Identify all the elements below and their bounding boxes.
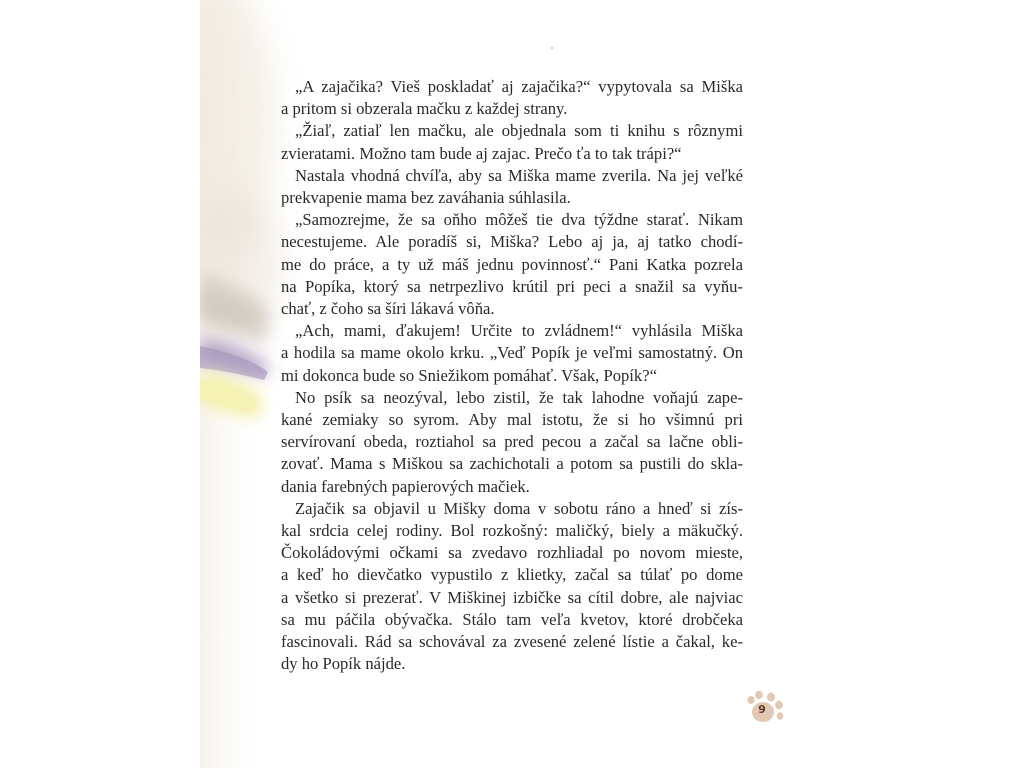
text-line: dy ho Popík nájde. xyxy=(281,654,406,674)
text-line: a pritom si obzerala mačku z každej strany. xyxy=(281,99,568,119)
page-number: 9 xyxy=(758,703,766,716)
text-line: kané zemiaky so syrom. Aby mal istotu, že si ho všimnú pri xyxy=(281,410,743,430)
book-page xyxy=(200,0,824,768)
text-line: a hodila sa mame okolo krku. „Veď Popík je veľmi samostatný. On xyxy=(281,343,743,363)
text-line: a keď ho dievčatko vypustilo z klietky, začal sa túlať po dome xyxy=(281,565,743,585)
text-line: chať, z čoho sa šíri lákavá vôňa. xyxy=(281,299,495,319)
text-line: na Popíka, ktorý sa netrpezlivo krútil pri peci a snažil sa vyňu- xyxy=(281,276,743,296)
text-line: „Žiaľ, zatiaľ len mačku, ale objednala som ti knihu s rôznymi xyxy=(295,121,743,141)
text-line: Čokoládovými očkami sa zvedavo rozhliadal po novom mieste, xyxy=(281,543,743,563)
text-line: necestujeme. Ale poradíš si, Miška? Lebo aj ja, aj tatko chodí- xyxy=(281,232,743,252)
text-line: me do práce, a ty už máš jednu povinnosť.“ Pani Katka pozrela xyxy=(281,254,743,274)
text-line: servírovaní obeda, roztiahol sa pred pecou a začal sa lačne obli- xyxy=(281,432,743,452)
paragraph-list xyxy=(281,76,743,675)
text-line: mi dokonca bude so Sniežikom pomáhať. Však, Popík?“ xyxy=(281,365,657,385)
text-line: a všetko si prezerať. V Miškinej izbičke sa cítil dobre, ale najviac xyxy=(281,587,743,607)
paw-toe xyxy=(775,701,783,709)
text-line: dania farebných papierových mačiek. xyxy=(281,476,530,496)
text-line: zovať. Mama s Miškou sa zachichotali a potom sa pustili do skla- xyxy=(281,454,743,474)
text-line: No psík sa neozýval, lebo zistil, že tak lahodne voňajú zape- xyxy=(295,387,743,407)
paw-toe xyxy=(755,691,763,699)
text-line: zvieratami. Možno tam bude aj zajac. Prečo ťa to tak trápi?“ xyxy=(281,143,682,163)
text-line: „Ach, mami, ďakujem! Určite to zvládnem!“ vyhlásila Miška xyxy=(295,321,743,341)
text-line: Nastala vhodná chvíľa, aby sa Miška mame zverila. Na jej veľké xyxy=(295,165,743,185)
text-line: „Samozrejme, že sa oňho môžeš tie dva týždne starať. Nikam xyxy=(295,210,743,230)
text-line: sa mu páčila obývačka. Stálo tam veľa kvetov, ktoré drobčeka xyxy=(281,609,743,629)
paint-speck xyxy=(551,47,554,50)
text-line: fascinovali. Rád sa schovával za zvesené zelené lístie a čakal, ke- xyxy=(281,632,743,652)
paw-toe xyxy=(777,712,784,720)
paw-toe xyxy=(767,693,775,702)
text-line: Zajačik sa objavil u Mišky doma v sobotu ráno a hneď si zís- xyxy=(295,498,743,518)
story-text xyxy=(281,76,743,675)
text-line: „A zajačika? Vieš poskladať aj zajačika?“ vypytovala sa Miška xyxy=(295,77,743,96)
text-line: kal srdcia celej rodiny. Bol rozkošný: maličký, biely a mäkučký. xyxy=(281,521,743,541)
text-line: prekvapenie mama bez zaváhania súhlasila. xyxy=(281,188,571,208)
